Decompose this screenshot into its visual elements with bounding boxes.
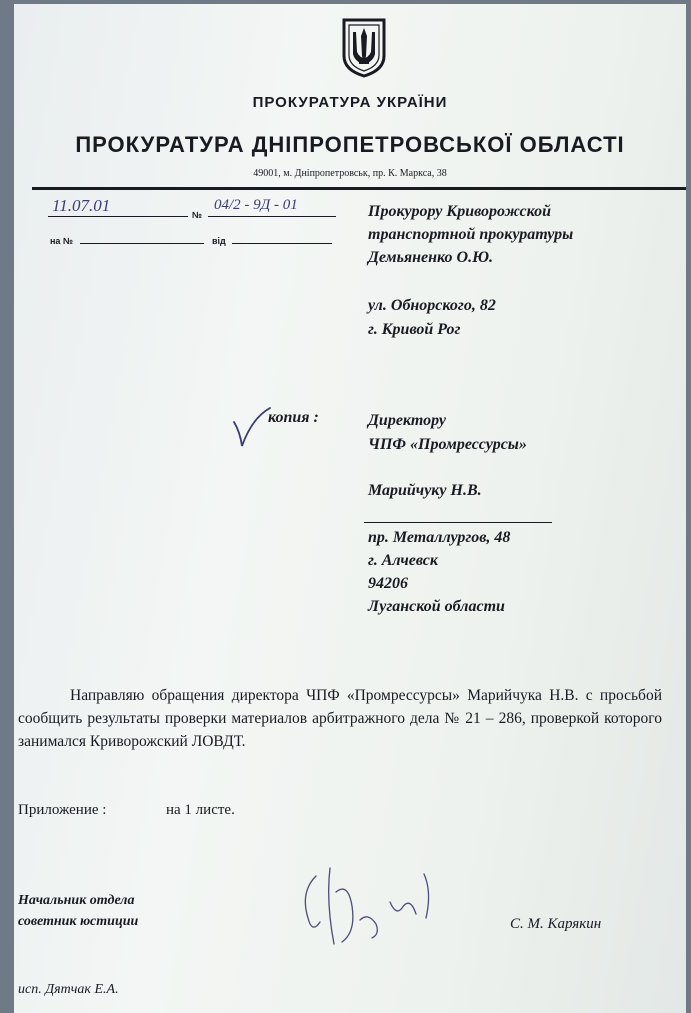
signatory-title-line-1: Начальник отдела [18, 893, 135, 908]
signatory-name: С. М. Карякин [510, 916, 602, 932]
recipient-city: г. Кривой Рог [368, 321, 461, 338]
copy-region: Луганской области [368, 598, 505, 615]
document-page [14, 4, 686, 1013]
copy-city: г. Алчевск [368, 552, 439, 569]
agency-title: ПРОКУРАТУРА УКРАЇНИ [252, 94, 448, 111]
number-value: 04/2 - 9Д - 01 [214, 197, 298, 213]
copy-recipient [368, 409, 527, 457]
office-address: 49001, м. Дніпропетровськ, пр. К. Маркса, 38 [253, 168, 447, 179]
recipient-address [368, 294, 496, 342]
recipient-block [368, 200, 573, 269]
signatory-title-line-2: советник юстиции [18, 914, 139, 929]
date-value: 11.07.01 [52, 196, 111, 215]
number-field [208, 197, 336, 217]
header-divider [32, 187, 686, 190]
executor-note: исп. Дятчак Е.А. [18, 982, 119, 997]
recipient-line-2: транспортной прокуратуры [368, 226, 574, 243]
office-title: ПРОКУРАТУРА ДНІПРОПЕТРОВСЬКОЇ ОБЛАСТІ [75, 132, 625, 157]
handwritten-signature-icon [286, 862, 446, 954]
copy-name: Марийчуку Н.В. [368, 482, 482, 499]
number-label: № [192, 210, 203, 220]
copy-line-1: Директору [368, 412, 446, 429]
attachment-label: Приложение : [18, 802, 107, 818]
copy-line-2: ЧПФ «Промрессурсы» [368, 436, 527, 453]
attachment-value: на 1 листе. [166, 802, 235, 818]
copy-divider [364, 522, 552, 523]
recipient-street: ул. Обнорского, 82 [368, 297, 496, 314]
letter-body: Направляю обращения директора ЧПФ «Промрессурсы» Марийчука Н.В. с просьбой сообщить результаты проверки материалов арбитражного дела № 21 – 286, проверкой которого занимался Криворожский ЛОВДТ. [18, 687, 662, 750]
copy-street: пр. Металлургов, 48 [368, 529, 511, 546]
date-field [48, 196, 188, 217]
signatory-title [18, 890, 138, 932]
recipient-line-3: Демьяненко О.Ю. [368, 249, 493, 266]
reply-label: на № [50, 236, 73, 246]
reply-date-field [232, 227, 332, 244]
copy-label: копия : [268, 409, 319, 426]
reply-number-field [80, 227, 204, 244]
recipient-line-1: Прокурору Криворожской [368, 203, 551, 220]
copy-postcode: 94206 [368, 575, 408, 592]
copy-address [368, 526, 510, 618]
trident-emblem-icon [340, 16, 388, 78]
from-label: від [212, 236, 226, 246]
